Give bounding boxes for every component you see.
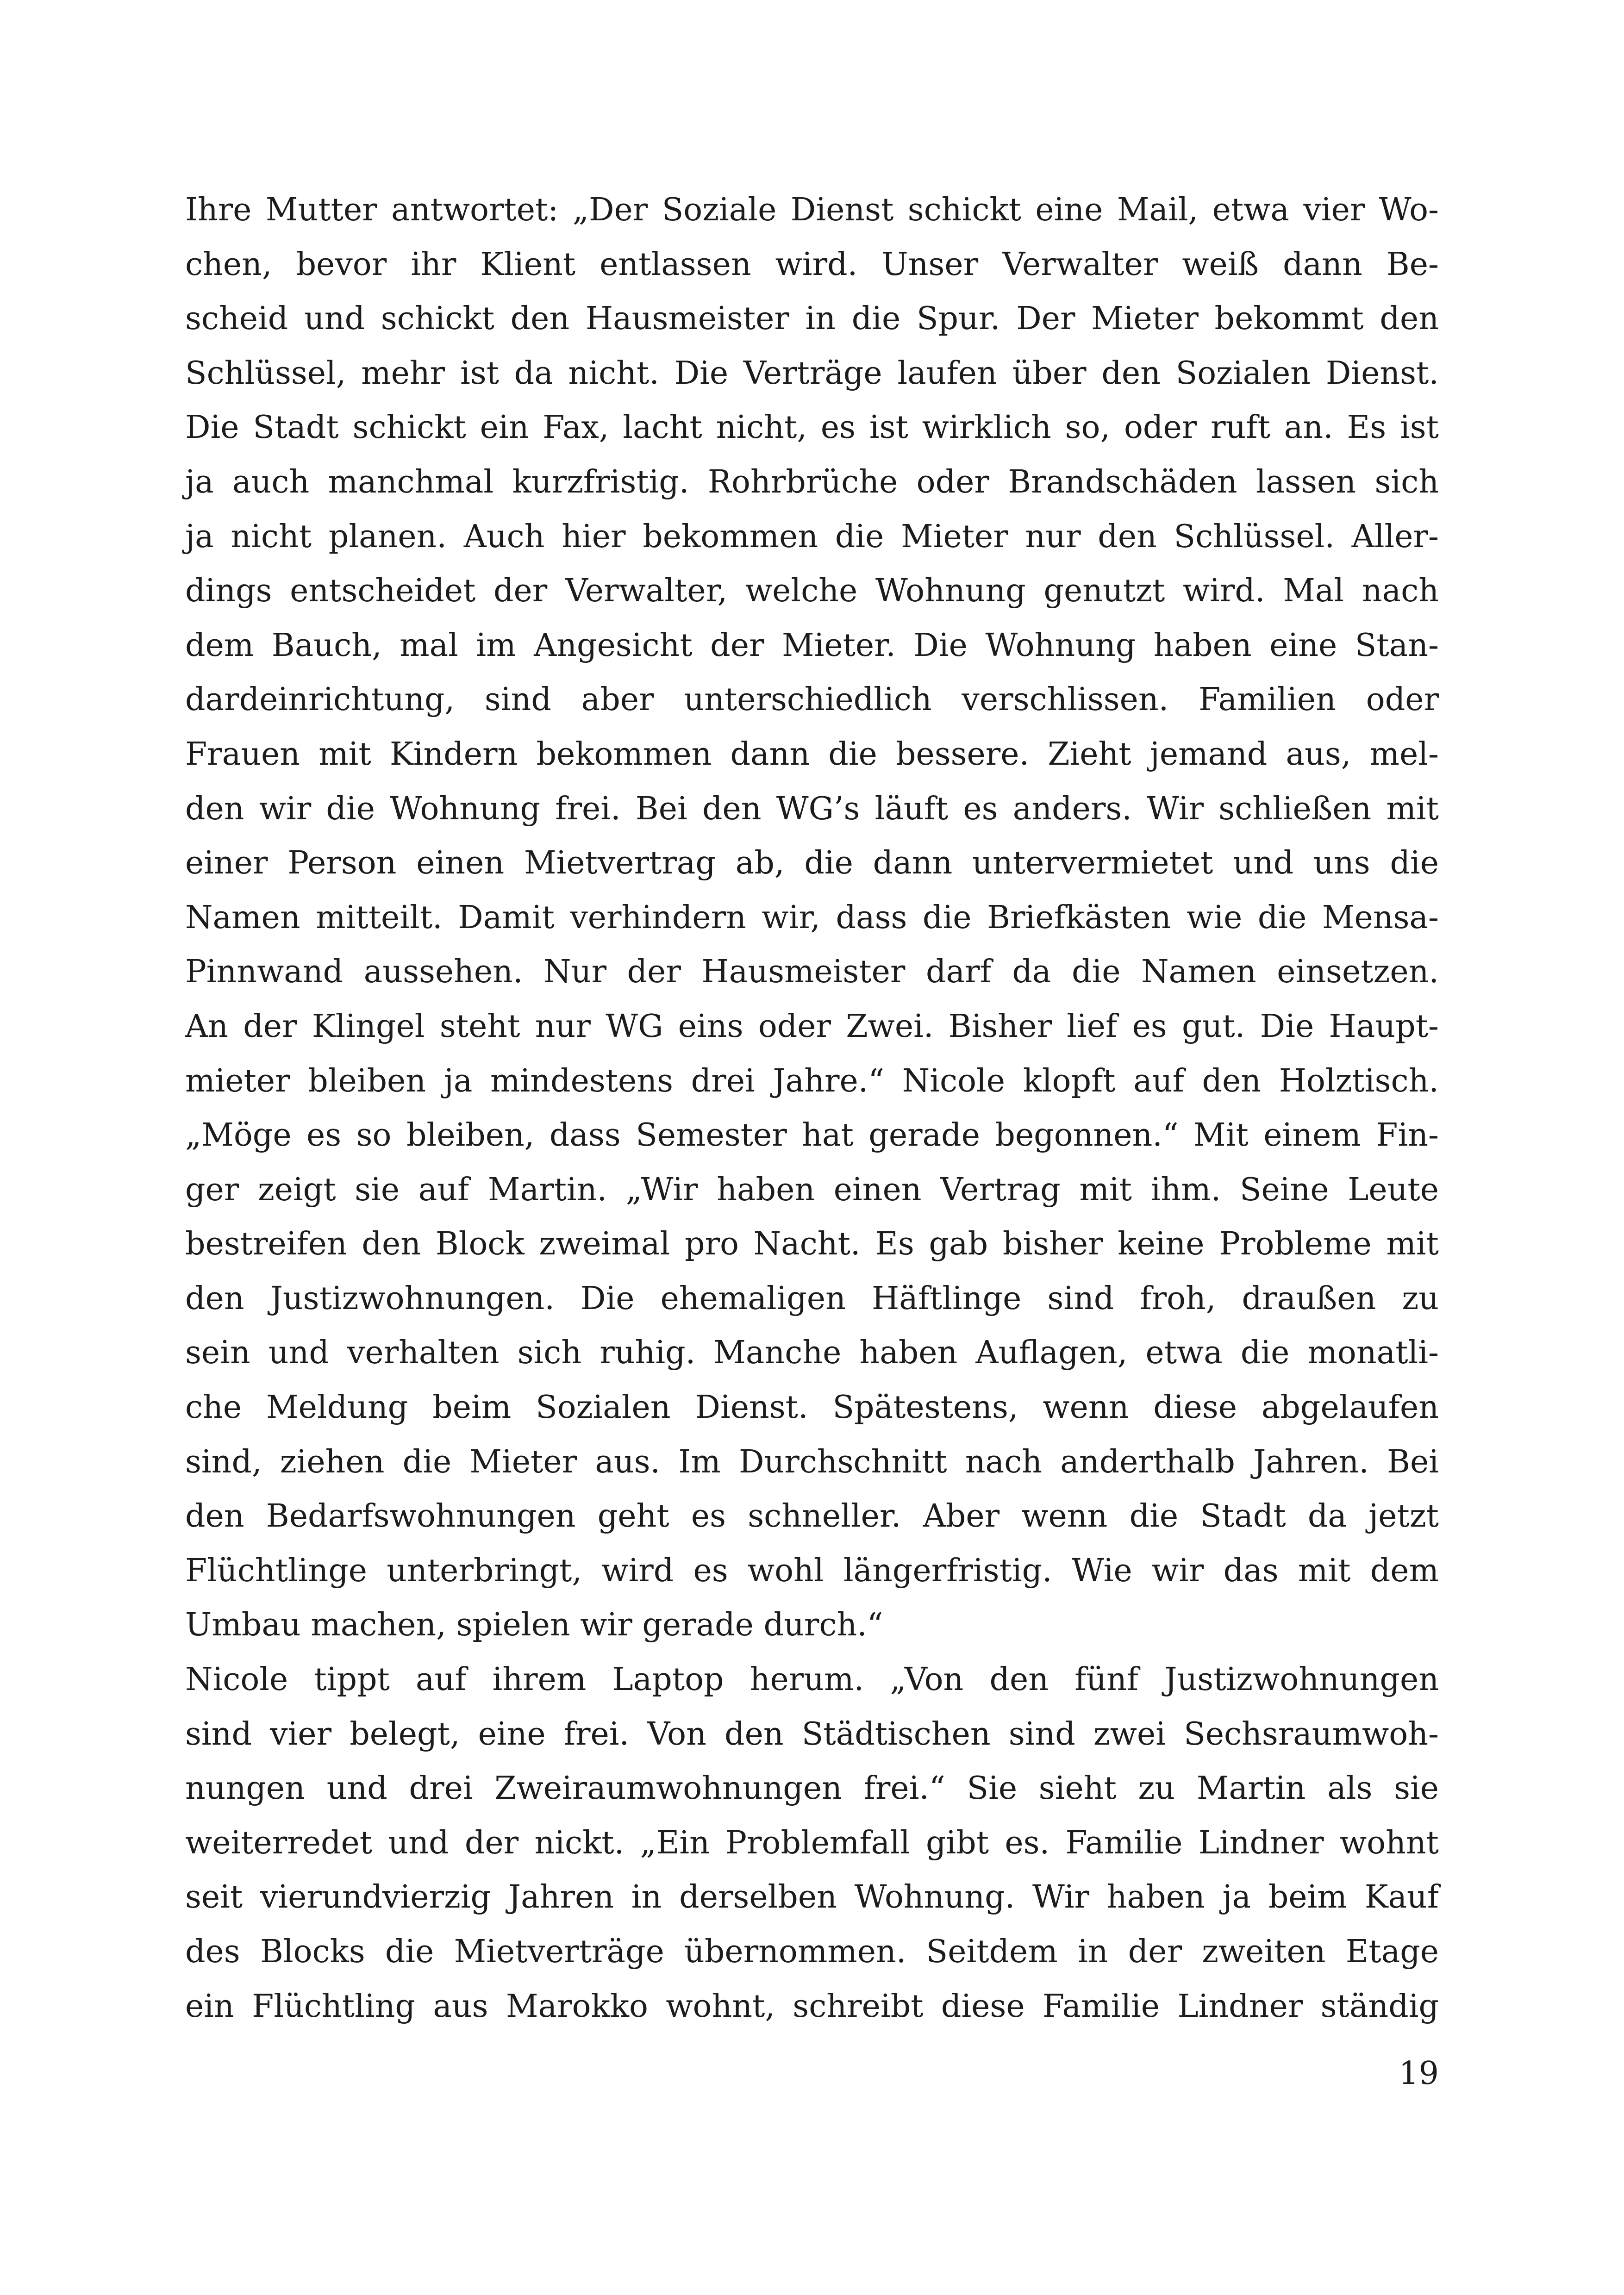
text-line: Nicole tippt auf ihrem Laptop herum. „Von den fünf Justizwohnungen: [185, 1661, 1439, 1698]
page-number: 19: [1399, 2055, 1439, 2092]
text-line: nungen und drei Zweiraumwohnungen frei.“ Sie sieht zu Martin als sie: [185, 1770, 1439, 1807]
text-line: ger zeigt sie auf Martin. „Wir haben einen Vertrag mit ihm. Seine Leute: [185, 1171, 1439, 1208]
text-line: ja auch manchmal kurzfristig. Rohrbrüche oder Brandschäden lassen sich: [185, 463, 1439, 500]
text-line: Ihre Mutter antwortet: „Der Soziale Dienst schickt eine Mail, etwa vier Wo-: [185, 192, 1439, 228]
text-line: dardeinrichtung, sind aber unterschiedlich verschlissen. Familien oder: [185, 681, 1439, 718]
text-line: Flüchtlinge unterbringt, wird es wohl längerfristig. Wie wir das mit dem: [185, 1552, 1439, 1589]
text-line: ein Flüchtling aus Marokko wohnt, schreibt diese Familie Lindner ständig: [185, 1988, 1439, 2025]
text-line: Umbau machen, spielen wir gerade durch.“: [185, 1607, 883, 1644]
text-line: chen, bevor ihr Klient entlassen wird. Unser Verwalter weiß dann Be-: [185, 246, 1439, 283]
body-text: [185, 183, 1439, 2033]
text-line: des Blocks die Mietverträge übernommen. Seitdem in der zweiten Etage: [185, 1933, 1439, 1970]
text-line: den wir die Wohnung frei. Bei den WG’s läuft es anders. Wir schließen mit: [185, 790, 1439, 827]
text-line: den Justizwohnungen. Die ehemaligen Häftlinge sind froh, draußen zu: [185, 1280, 1439, 1317]
text-line: weiterredet und der nickt. „Ein Problemfall gibt es. Familie Lindner wohnt: [185, 1824, 1439, 1861]
text-line: scheid und schickt den Hausmeister in die Spur. Der Mieter bekommt den: [185, 300, 1439, 337]
text-line: Namen mitteilt. Damit verhindern wir, dass die Briefkästen wie die Mensa-: [185, 899, 1439, 936]
text-line: sind vier belegt, eine frei. Von den Städtischen sind zwei Sechsraumwoh-: [185, 1715, 1439, 1752]
text-line: einer Person einen Mietvertrag ab, die dann untervermietet und uns die: [185, 845, 1439, 882]
text-line: seit vierundvierzig Jahren in derselben Wohnung. Wir haben ja beim Kauf: [185, 1879, 1439, 1916]
text-line: bestreifen den Block zweimal pro Nacht. Es gab bisher keine Probleme mit: [185, 1226, 1439, 1263]
text-line: sein und verhalten sich ruhig. Manche haben Auflagen, etwa die monatli-: [185, 1335, 1439, 1372]
text-line: Pinnwand aussehen. Nur der Hausmeister darf da die Namen einsetzen.: [185, 954, 1439, 991]
text-line: „Möge es so bleiben, dass Semester hat gerade begonnen.“ Mit einem Fin-: [185, 1117, 1439, 1154]
text-line: Schlüssel, mehr ist da nicht. Die Verträge laufen über den Sozialen Dienst.: [185, 355, 1439, 392]
text-line: An der Klingel steht nur WG eins oder Zwei. Bisher lief es gut. Die Haupt-: [185, 1008, 1439, 1045]
text-line: che Meldung beim Sozialen Dienst. Spätestens, wenn diese abgelaufen: [185, 1389, 1439, 1426]
text-line: Die Stadt schickt ein Fax, lacht nicht, es ist wirklich so, oder ruft an. Es ist: [185, 409, 1439, 446]
text-line: mieter bleiben ja mindestens drei Jahre.“ Nicole klopft auf den Holztisch.: [185, 1062, 1439, 1099]
text-line: den Bedarfswohnungen geht es schneller. Aber wenn die Stadt da jetzt: [185, 1498, 1439, 1535]
text-line: dings entscheidet der Verwalter, welche Wohnung genutzt wird. Mal nach: [185, 573, 1439, 610]
text-line: ja nicht planen. Auch hier bekommen die Mieter nur den Schlüssel. Aller-: [185, 518, 1439, 555]
text-line: Frauen mit Kindern bekommen dann die bessere. Zieht jemand aus, mel-: [185, 736, 1439, 773]
text-line: dem Bauch, mal im Angesicht der Mieter. Die Wohnung haben eine Stan-: [185, 627, 1439, 664]
text-line: sind, ziehen die Mieter aus. Im Durchschnitt nach anderthalb Jahren. Bei: [185, 1443, 1439, 1480]
